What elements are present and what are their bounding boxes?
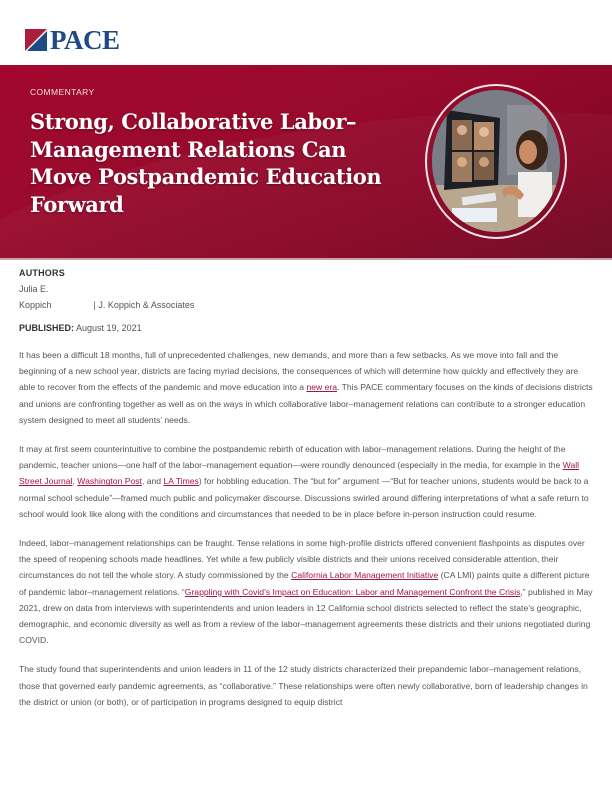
banner-divider xyxy=(0,258,612,260)
author-affiliation: | J. Koppich & Associates xyxy=(93,300,195,310)
hero-image xyxy=(432,90,560,232)
body-paragraph xyxy=(19,441,593,522)
authors-label: AUTHORS xyxy=(19,268,65,278)
inline-link[interactable]: new era xyxy=(306,382,338,393)
inline-link[interactable]: California Labor Management Initiative xyxy=(291,570,439,581)
article-content xyxy=(19,268,593,710)
pace-logo-mark-icon xyxy=(25,29,47,51)
author-name-line2[interactable]: Koppich xyxy=(19,300,52,310)
published-date xyxy=(19,323,593,333)
body-paragraph xyxy=(19,347,593,428)
inline-link[interactable]: LA Times xyxy=(163,476,199,487)
published-value: August 19, 2021 xyxy=(76,323,142,333)
inline-link[interactable]: Wall Street Journal xyxy=(19,460,580,487)
author-name-line1[interactable]: Julia E. xyxy=(19,284,49,294)
paragraph-text: (CA LMI) paints quite a different picture of pandemic labor–management relations. “ xyxy=(19,570,590,597)
paragraph-text: , and xyxy=(141,476,164,487)
body-paragraph xyxy=(19,535,593,648)
article-title: Strong, Collaborative Labor–Management Relations Can Move Postpandemic Education Forward xyxy=(30,109,382,217)
paragraph-text: The study found that superintendents and union leaders in 11 of the 12 study districts characterized their prepandemic labor–management relations, those that governed early pandemic agreements, as “collaborative.” These relationships were often newly collaborative, born of leadership changes in the district or union (or both), or of participation in programs designed to equip district xyxy=(19,664,588,707)
inline-link[interactable]: Grappling with Covid’s Impact on Education: Labor and Management Confront the Crisis xyxy=(184,586,521,597)
article-type-label: COMMENTARY xyxy=(30,87,95,97)
paragraph-text: It has been a difficult 18 months, full of unprecedented challenges, new demands, and more than a few setbacks. As we move into fall and the beginning of a new school year, districts are facing myriad decisions, the consequences of which will determine how quickly and effectively they are able to recover from the effects of the pandemic and move education into a xyxy=(19,350,579,393)
paragraph-text: . This PACE commentary focuses on the kinds of decisions districts and unions are confronting together as well as on the ways in which collaborative labor–management relations can contribute to a stronger education system designed to meet all students’ needs. xyxy=(19,382,593,425)
pace-logo-text: PACE xyxy=(50,25,120,55)
article-body xyxy=(19,347,593,710)
published-label: PUBLISHED: xyxy=(19,323,75,333)
paragraph-text: ) for hobbling education. The “but for” argument —“But for teacher unions, students would be back to a normal school schedule”—framed much public and policymaker discourse. Discussions swirled around differing interpretations of what a safe return to school would look like along with the conditions and circumstances that needed to be in place before in-person instruction could resume. xyxy=(19,476,589,519)
body-paragraph xyxy=(19,661,593,710)
paragraph-text: It may at first seem counterintuitive to combine the postpandemic rebirth of education with labor–management relations. During the height of the pandemic, teacher unions—one half of the labor–management equation—were roundly denounced (especially in the media, for example in the xyxy=(19,444,566,471)
paragraph-text: , xyxy=(72,476,78,487)
inline-link[interactable]: Washington Post xyxy=(77,476,142,487)
paragraph-text: Indeed, labor–management relationships can be fraught. Tense relations in some high-profile districts offered convenient flashpoints as disputes over the speed of reopening schools made headlines. Yet while a few publicly visible districts and their unions received considerable attention, their circumstances do not tell the whole story. A study commissioned by the xyxy=(19,538,585,581)
paragraph-text: ,” published in May 2021, drew on data from interviews with superintendents and union leaders in 12 California school districts selected to reflect the state’s geographic, demographic, and economic diversity as well as from a review of the labor–management agreements these districts and their unions negotiated during COVID. xyxy=(19,586,593,646)
author-entry xyxy=(19,281,593,313)
pace-logo[interactable] xyxy=(25,27,120,53)
